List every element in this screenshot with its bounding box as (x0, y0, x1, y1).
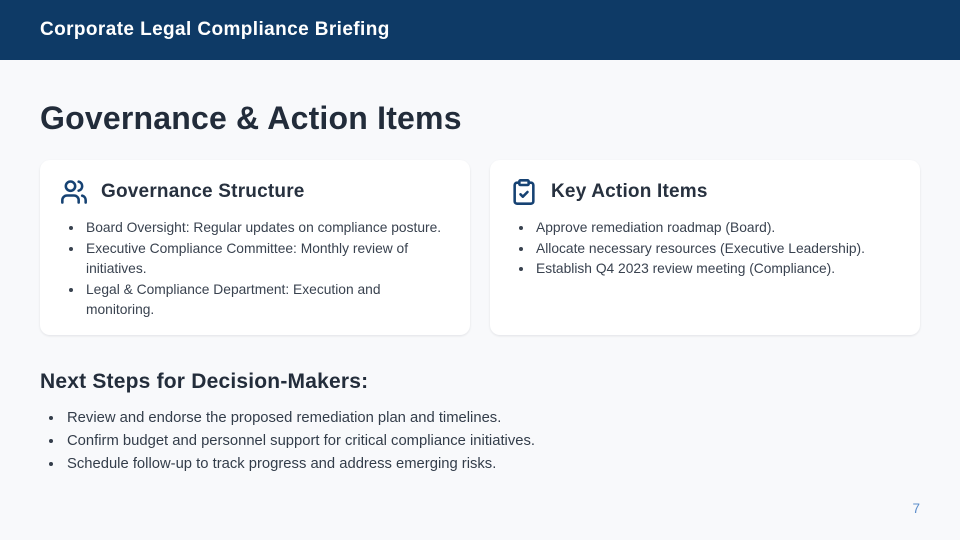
list-item: • Legal & Compliance Department: Execution and monitoring. (84, 280, 450, 321)
next-steps-list (40, 407, 920, 476)
list-item: • Review and endorse the proposed remediation plan and timelines. (64, 407, 920, 430)
list-item: • Board Oversight: Regular updates on compliance posture. (84, 218, 450, 239)
card-title-governance-structure: Governance Structure (101, 181, 305, 202)
card-title-key-action-items: Key Action Items (551, 181, 708, 202)
card-key-action-items (490, 160, 920, 335)
next-steps-heading: Next Steps for Decision-Makers: (40, 369, 369, 393)
presentation-title: Corporate Legal Compliance Briefing (40, 19, 390, 40)
list-item: • Allocate necessary resources (Executive Leadership). (534, 239, 900, 260)
list-item: • Schedule follow-up to track progress and address emerging risks. (64, 453, 920, 476)
cards-row (40, 160, 920, 335)
list-item: • Executive Compliance Committee: Monthly review of initiatives. (84, 239, 450, 280)
card-governance-structure (40, 160, 470, 335)
list-item: • Establish Q4 2023 review meeting (Compliance). (534, 259, 900, 280)
list-item: • Confirm budget and personnel support for critical compliance initiatives. (64, 430, 920, 453)
users-icon (60, 178, 88, 206)
card-header (510, 174, 900, 210)
page-number: 7 (912, 501, 920, 516)
page-title: Governance & Action Items (40, 100, 462, 136)
clipboard-check-icon (510, 178, 538, 206)
key-action-items-list (510, 218, 900, 280)
governance-structure-list (60, 218, 450, 321)
slide-content (0, 99, 960, 476)
header-bar (0, 0, 960, 60)
list-item: • Approve remediation roadmap (Board). (534, 218, 900, 239)
card-header (60, 174, 450, 210)
